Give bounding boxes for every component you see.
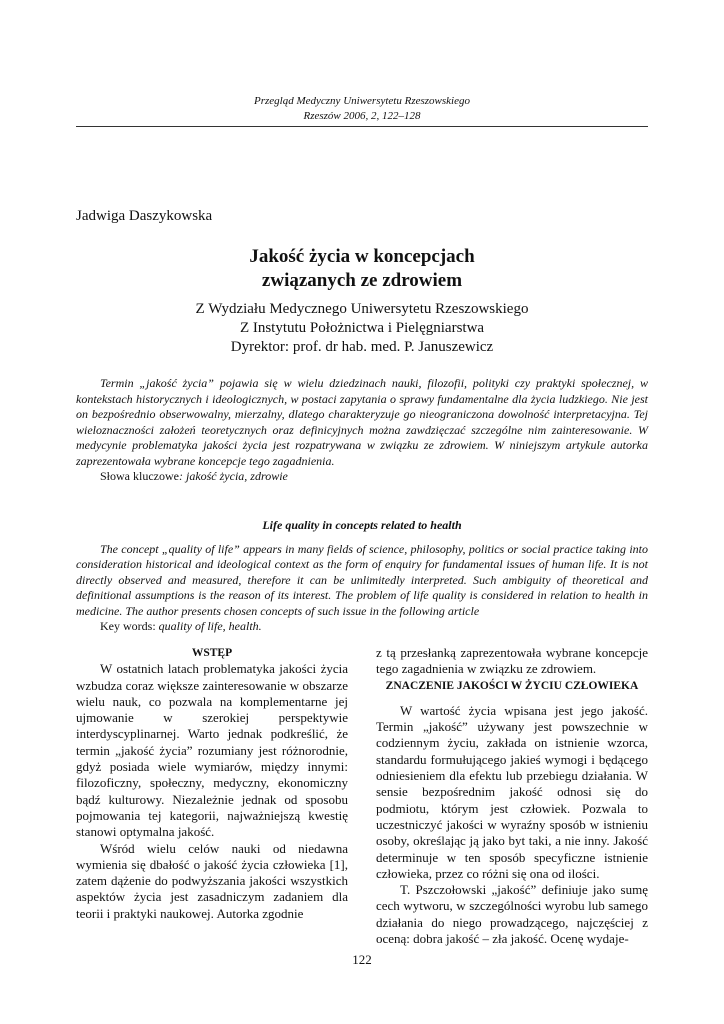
abstract-text: Termin „jakość życia” pojawia się w wielu dziedzinach nauki, filozofii, polityki czy praktyki społecznej, w kontekstach historycznych i ideologicznych, w postaci zapytania o sprawy fundamentalne dla życia ludzkiego. Nie jest on bezpośrednio obserwowalny, mierzalny, dlatego charakteryzuje go nieograniczona dowolność interpretacyjna. Tej wieloznaczności założeń teoretycznych oraz definicyjnych można zawdzięczać szczególne nim zainteresowanie. W medycynie problematyka jakości życia jest rozpatrywana w związku ze zdrowiem. W niniejszym artykule autorka zaprezentowała wybrane koncepcje tego zagadnienia. bbox=[76, 376, 648, 468]
paragraph: Wśród wielu celów nauki od niedawna wymienia się dbałość o jakość życia człowieka [1], zatem dążenie do podwyższania jakości wszystkich aspektów życia jest zasadniczym zadaniem dla teorii i praktyki naukowej. Autorka zgodnie bbox=[76, 840, 348, 921]
author-name: Jadwiga Daszykowska bbox=[76, 208, 213, 224]
paragraph: W ostatnich latach problematyka jakości życia wzbudza coraz większe zainteresowanie w obszarze wielu nauk, co pozwala na komplementarne jej ujmowanie w szerokiej perspektywie interdyscyplinarnej. Warto jednak podkreślić, że termin „jakość życia” rozumiany jest różnorodnie, gdyż posiada wiele wymiarów, między innymi: filozoficzny, społeczny, medyczny, ekonomiczny bądź kulturowy. Niezależnie jednak od sposobu pojmowania tej kategorii, najważniejszą kwestię stanowi optymalna jakość. bbox=[76, 661, 348, 840]
section-heading: WSTĘP bbox=[191, 647, 233, 659]
abstract-en-title: Life quality in concepts related to health bbox=[262, 518, 462, 532]
affiliation-line: Z Instytutu Położnictwa i Pielęgniarstwa bbox=[239, 320, 485, 336]
keywords-list: : jakość życia, zdrowie bbox=[178, 469, 288, 483]
right-column bbox=[376, 645, 648, 947]
section-heading: ZNACZENIE JAKOŚCI W ŻYCIU CZŁOWIEKA bbox=[385, 679, 639, 692]
affiliation-line: Z Wydziału Medycznego Uniwersytetu Rzeszowskiego bbox=[195, 301, 529, 317]
paragraph-continuation: z tą przesłanką zaprezentowała wybrane koncepcje tego zagadnienia w związku ze zdrowiem. bbox=[376, 645, 648, 677]
paragraph: T. Pszczołowski „jakość” definiuje jako sumę cech wytworu, w szczególności wyrobu lub samego działania do niego prowadzącego, najczęściej z oceną: dobra jakość – zła jakość. Ocenę wydaje- bbox=[376, 882, 648, 947]
keywords bbox=[76, 469, 648, 485]
running-head bbox=[0, 94, 724, 124]
abstract-english bbox=[76, 518, 648, 635]
keywords bbox=[76, 619, 648, 635]
affiliation-line: Dyrektor: prof. dr hab. med. P. Januszewicz bbox=[230, 339, 494, 355]
abstract-polish bbox=[76, 376, 648, 485]
journal-name: Przegląd Medyczny Uniwersytetu Rzeszowskiego bbox=[254, 95, 470, 107]
keywords-list: quality of life, health. bbox=[158, 619, 262, 633]
page-number: 122 bbox=[352, 952, 372, 967]
title-line: Jakość życia w koncepcjach bbox=[249, 246, 475, 267]
affiliation bbox=[0, 300, 724, 357]
left-column bbox=[76, 645, 348, 922]
header-rule bbox=[76, 126, 648, 127]
article-title bbox=[0, 245, 724, 293]
abstract-text: The concept „quality of life” appears in many fields of science, philosophy, politics or social practice taking into consideration historical and ideological context as the form of enquiry for fundamental issues of human life. It is not directly observed and measured, therefore it can be unlimitedly interpreted. Such ambiguity of theoretical and definitional assumptions is the reason of its interest. The problem of life quality is considered in relation to health in medicine. The author presents chosen concepts of such issue in the following article bbox=[76, 541, 648, 618]
journal-issue: Rzeszów 2006, 2, 122–128 bbox=[303, 110, 421, 122]
paragraph: W wartość życia wpisana jest jego jakość. Termin „jakość” używany jest powszechnie w codziennym życiu, zakłada on istnienie wzorca, standardu formułującego jakieś wymogi i będącego odniesieniem dla efektu lub przebiegu działania. W sensie bezpośrednim jakość odnosi się do podmiotu, którym jest człowiek. Pozwala to uczestniczyć jakości w wyraźny sposób w istnieniu osoby, określając ją jako byt taki, a nie inny. Jakość determinuje w ten sposób specyficzne istnienie człowieka, przez co różni się ona od ilości. bbox=[376, 702, 648, 881]
title-line: związanych ze zdrowiem bbox=[261, 270, 463, 291]
keywords-label: Key words: bbox=[100, 619, 159, 633]
keywords-label: Słowa kluczowe bbox=[100, 469, 179, 483]
